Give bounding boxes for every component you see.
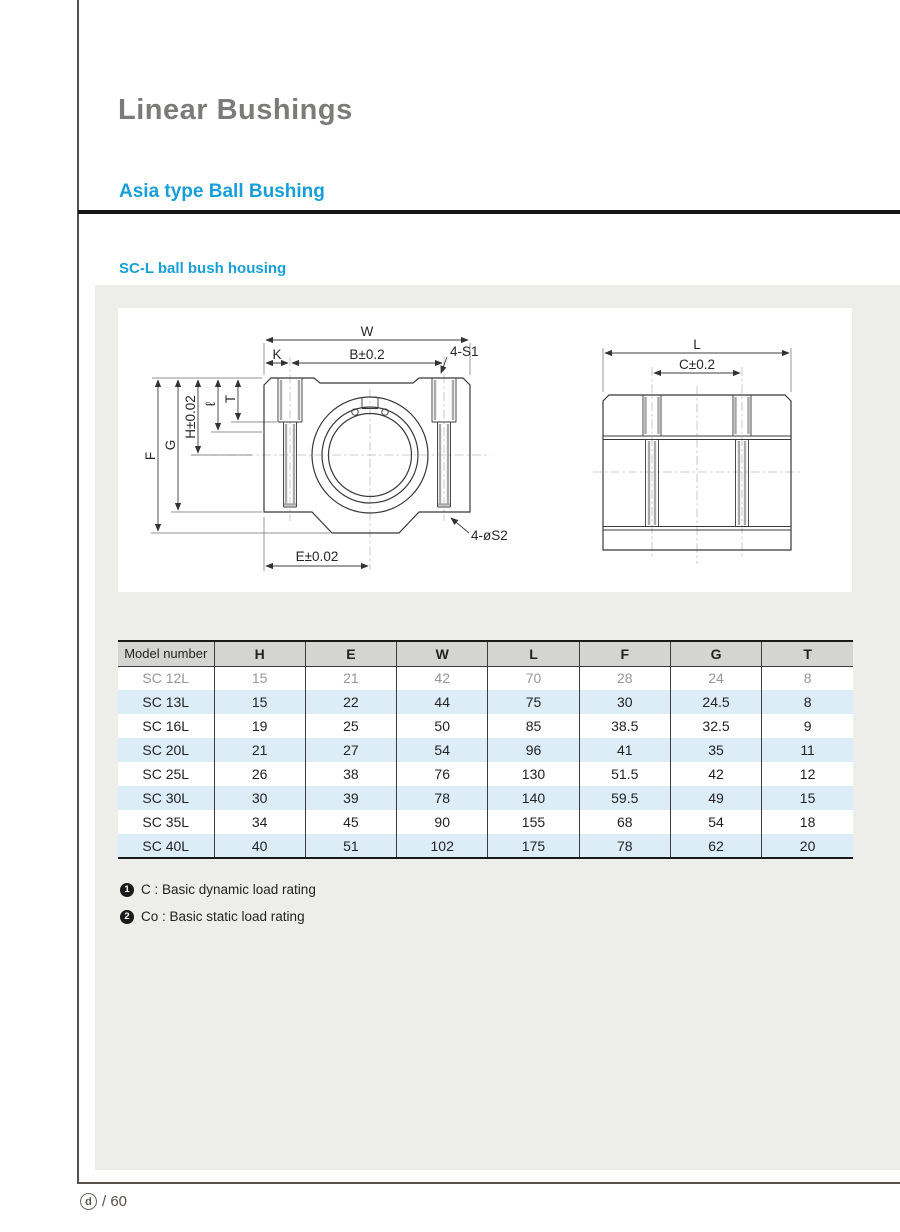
table-row bbox=[118, 810, 853, 834]
note-text-2: Co : Basic static load rating bbox=[141, 909, 305, 924]
table-header bbox=[118, 641, 853, 666]
dim-label-e: E±0.02 bbox=[295, 549, 339, 564]
model-cell: SC 35L bbox=[142, 814, 190, 830]
model-cell: SC 12L bbox=[142, 670, 190, 687]
value-cell: 76 bbox=[397, 762, 488, 786]
value-cell: 51 bbox=[305, 834, 396, 858]
dim-label-h: H±0.02 bbox=[183, 395, 198, 439]
model-cell: SC 30L bbox=[142, 790, 190, 806]
column-header: L bbox=[488, 641, 579, 666]
value-cell: 51.5 bbox=[579, 762, 670, 786]
table-row bbox=[118, 762, 853, 786]
value-cell: 59.5 bbox=[579, 786, 670, 810]
table-row bbox=[118, 834, 853, 858]
value-cell: 30 bbox=[579, 690, 670, 714]
value-cell: 15 bbox=[762, 786, 853, 810]
value-cell: 34 bbox=[214, 810, 305, 834]
value-cell: 12 bbox=[762, 762, 853, 786]
value-cell: 62 bbox=[670, 834, 761, 858]
column-header: T bbox=[762, 641, 853, 666]
note-marker-1: 1 bbox=[120, 883, 134, 897]
value-cell: 49 bbox=[670, 786, 761, 810]
value-cell: 42 bbox=[670, 762, 761, 786]
dimensions-table bbox=[118, 640, 853, 859]
model-cell: SC 13L bbox=[142, 694, 190, 710]
value-cell: 27 bbox=[305, 738, 396, 762]
value-cell: 38 bbox=[305, 762, 396, 786]
table-row bbox=[118, 690, 853, 714]
page-title: Linear Bushings bbox=[118, 94, 353, 126]
column-header: Model number bbox=[118, 641, 214, 666]
model-cell: SC 25L bbox=[142, 766, 190, 782]
column-header: F bbox=[579, 641, 670, 666]
value-cell: 32.5 bbox=[670, 714, 761, 738]
section-divider bbox=[78, 210, 900, 214]
value-cell: 44 bbox=[397, 690, 488, 714]
value-cell: 68 bbox=[579, 810, 670, 834]
dim-label-t: T bbox=[223, 394, 238, 404]
value-cell: 78 bbox=[397, 786, 488, 810]
table-row bbox=[118, 666, 853, 690]
value-cell: 28 bbox=[579, 666, 670, 690]
left-margin-rule bbox=[77, 0, 79, 1184]
value-cell: 96 bbox=[488, 738, 579, 762]
value-cell: 155 bbox=[488, 810, 579, 834]
page-number: / 60 bbox=[102, 1193, 128, 1210]
value-cell: 24.5 bbox=[670, 690, 761, 714]
value-cell: 21 bbox=[214, 738, 305, 762]
note-dynamic-load bbox=[120, 876, 316, 903]
value-cell: 18 bbox=[762, 810, 853, 834]
value-cell: 22 bbox=[305, 690, 396, 714]
note-marker-2: 2 bbox=[120, 910, 134, 924]
column-header: H bbox=[214, 641, 305, 666]
footer-rule bbox=[78, 1182, 900, 1184]
model-cell: SC 40L bbox=[142, 837, 190, 854]
value-cell: 25 bbox=[305, 714, 396, 738]
dim-label-s2: 4-øS2 bbox=[471, 528, 508, 543]
value-cell: 140 bbox=[488, 786, 579, 810]
note-text-1: C : Basic dynamic load rating bbox=[141, 882, 316, 897]
value-cell: 15 bbox=[214, 666, 305, 690]
dim-label-s1: 4-S1 bbox=[450, 344, 479, 359]
value-cell: 54 bbox=[397, 738, 488, 762]
value-cell: 85 bbox=[488, 714, 579, 738]
value-cell: 70 bbox=[488, 666, 579, 690]
dim-label-g: G bbox=[163, 439, 178, 451]
part-outlines bbox=[264, 378, 791, 550]
table-row bbox=[118, 786, 853, 810]
dim-label-b: B±0.2 bbox=[349, 347, 385, 362]
table-row bbox=[118, 714, 853, 738]
technical-drawing bbox=[118, 308, 852, 592]
value-cell: 50 bbox=[397, 714, 488, 738]
value-cell: 175 bbox=[488, 834, 579, 858]
note-static-load bbox=[120, 903, 316, 930]
value-cell: 11 bbox=[762, 738, 853, 762]
value-cell: 19 bbox=[214, 714, 305, 738]
value-cell: 9 bbox=[762, 714, 853, 738]
value-cell: 8 bbox=[762, 690, 853, 714]
subsection-heading: SC-L ball bush housing bbox=[119, 260, 287, 277]
dim-label-c: C±0.2 bbox=[679, 357, 715, 372]
value-cell: 40 bbox=[214, 834, 305, 858]
notes bbox=[120, 876, 316, 930]
value-cell: 21 bbox=[305, 666, 396, 690]
value-cell: 38.5 bbox=[579, 714, 670, 738]
value-cell: 54 bbox=[670, 810, 761, 834]
table-row bbox=[118, 738, 853, 762]
dimension-labels bbox=[143, 324, 715, 564]
column-header: E bbox=[305, 641, 396, 666]
value-cell: 75 bbox=[488, 690, 579, 714]
value-cell: 26 bbox=[214, 762, 305, 786]
dim-label-f: F bbox=[143, 451, 158, 461]
model-cell: SC 20L bbox=[142, 742, 190, 758]
value-cell: 41 bbox=[579, 738, 670, 762]
value-cell: 15 bbox=[214, 690, 305, 714]
value-cell: 20 bbox=[762, 834, 853, 858]
value-cell: 90 bbox=[397, 810, 488, 834]
column-header: G bbox=[670, 641, 761, 666]
value-cell: 130 bbox=[488, 762, 579, 786]
value-cell: 8 bbox=[762, 666, 853, 690]
dim-label-l: L bbox=[693, 337, 701, 352]
dim-label-ell: ℓ bbox=[203, 401, 218, 407]
model-cell: SC 16L bbox=[142, 718, 190, 734]
value-cell: 45 bbox=[305, 810, 396, 834]
page-footer bbox=[80, 1193, 127, 1210]
dim-label-k: K bbox=[272, 347, 282, 362]
value-cell: 30 bbox=[214, 786, 305, 810]
value-cell: 24 bbox=[670, 666, 761, 690]
value-cell: 39 bbox=[305, 786, 396, 810]
value-cell: 42 bbox=[397, 666, 488, 690]
dim-label-w: W bbox=[360, 324, 374, 339]
section-heading: Asia type Ball Bushing bbox=[119, 181, 325, 202]
value-cell: 78 bbox=[579, 834, 670, 858]
column-header: W bbox=[397, 641, 488, 666]
value-cell: 35 bbox=[670, 738, 761, 762]
hole-walls bbox=[281, 380, 749, 525]
value-cell: 102 bbox=[397, 834, 488, 858]
brand-mark: d bbox=[80, 1193, 97, 1210]
